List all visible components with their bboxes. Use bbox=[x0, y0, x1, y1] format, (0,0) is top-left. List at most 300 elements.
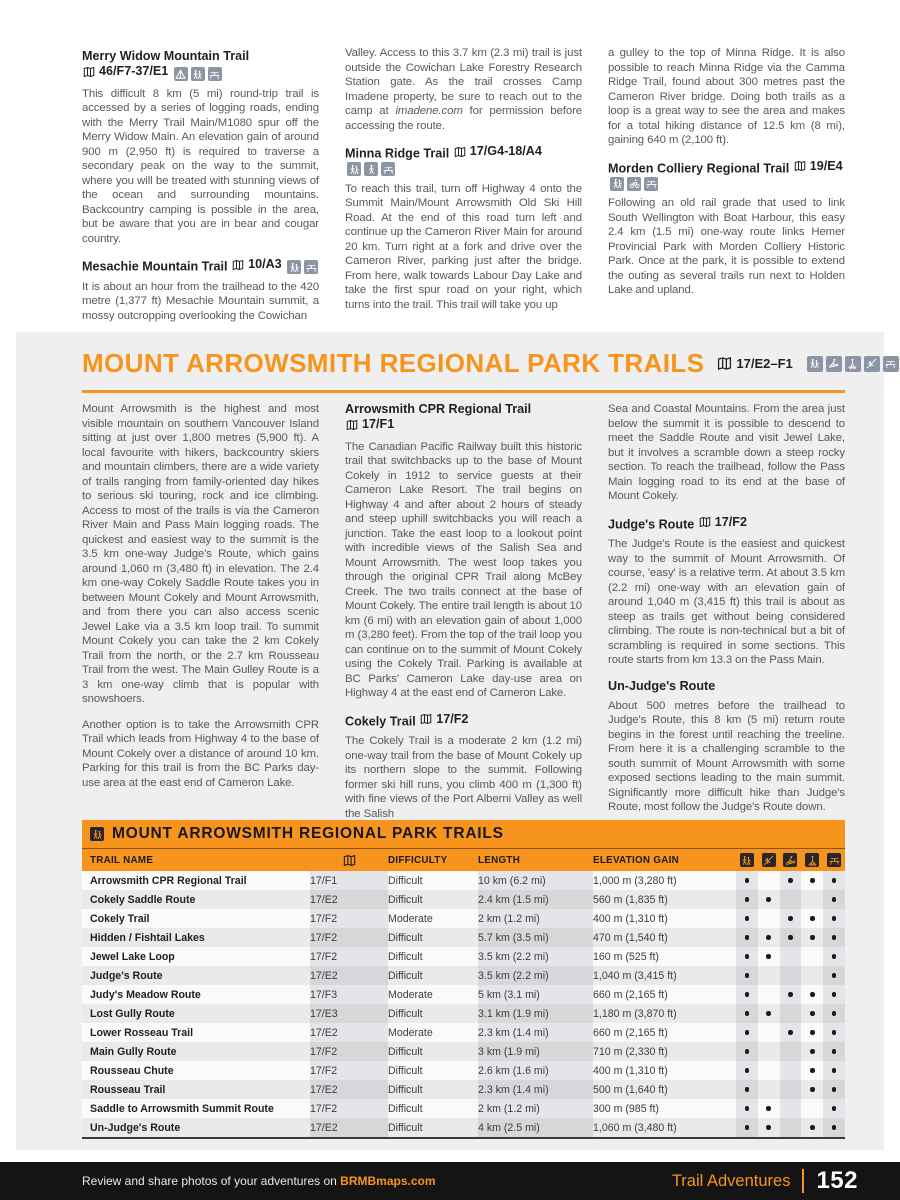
map-icon bbox=[345, 419, 359, 431]
facilities-activity-cell bbox=[823, 1004, 845, 1023]
snowshoeing-activity-cell bbox=[801, 1004, 823, 1023]
table-row bbox=[82, 928, 845, 947]
imadene-link[interactable]: imadene.com bbox=[395, 105, 463, 117]
table-row bbox=[82, 1061, 845, 1080]
map-page-cell: 17/F1 bbox=[310, 874, 338, 887]
map-ref-text: 19/E4 bbox=[809, 158, 843, 173]
length-cell: 5.7 km (3.5 mi) bbox=[478, 928, 593, 947]
paragraph-text: for permission before accessing the route. bbox=[345, 105, 582, 132]
facilities-activity-cell bbox=[823, 1061, 845, 1080]
top-articles bbox=[82, 46, 845, 334]
climbing-activity-cell bbox=[758, 985, 780, 1004]
map-page-cell: 17/F2 bbox=[310, 1042, 388, 1061]
activity-dot bbox=[810, 1125, 815, 1130]
activity-dot bbox=[832, 954, 837, 959]
facilities-activity-cell bbox=[823, 966, 845, 985]
cpr-paragraph: The Canadian Pacific Railway built this historic trail that switchbacks up to the base of Mount Cokely in 1912 to service guests at their Cameron Lake Resort. The trail begins on Highway 4 and after about 2 hours of steady and steep uphill switchbacks you will reach a junction. Take the east loop to a lookout point with incredible views of the Salish Sea and Mount Arrowsmith. The west loop takes you through the original CPR Trail along McBey Creek. The two trails connect at the base of Mount Cokely. The entire trail length is about 10 km (6 mi) with an elevation gain of about 1,000 m (3,280 feet). From the top of the trail loop you can continue on to the summit of Mount Cokely using the Cokely Trail. Parking is available at BC Parks' Cameron Lake day-use area on Highway 4 at the east end of Cameron Lake. bbox=[345, 440, 582, 699]
activity-dot bbox=[810, 878, 815, 883]
activity-dot bbox=[766, 1011, 771, 1016]
table-row bbox=[82, 947, 845, 966]
table-row bbox=[82, 909, 845, 928]
activity-dot bbox=[788, 1030, 793, 1035]
snowshoeing-activity-cell bbox=[801, 1080, 823, 1099]
elevation-gain-cell: 470 m (1,540 ft) bbox=[593, 928, 736, 947]
map-reference bbox=[698, 515, 747, 530]
map-reference bbox=[419, 712, 468, 727]
activity-dot bbox=[832, 1087, 837, 1092]
footer-message bbox=[82, 1174, 672, 1188]
trails-table bbox=[82, 820, 845, 1139]
section-column-3 bbox=[608, 402, 845, 826]
activity-dot bbox=[745, 954, 750, 959]
snowshoeing-activity-cell bbox=[801, 909, 823, 928]
page-number: 152 bbox=[816, 1167, 858, 1194]
map-icon bbox=[82, 66, 96, 78]
elevation-gain-cell: 300 m (985 ft) bbox=[593, 1102, 659, 1115]
un-judges-route-heading bbox=[608, 679, 845, 694]
activity-dot bbox=[745, 878, 750, 883]
map-icon bbox=[698, 516, 712, 528]
trail-title: Minna Ridge Trail bbox=[345, 146, 450, 161]
facilities-activity-cell bbox=[823, 928, 845, 947]
hiking-icon bbox=[347, 162, 361, 176]
hiking-activity-cell bbox=[736, 1118, 758, 1138]
trail-title: Cokely Trail bbox=[345, 714, 416, 728]
map-ref-text: 17/F2 bbox=[436, 711, 469, 726]
difficulty-cell: Difficult bbox=[388, 950, 423, 963]
section-intro-paragraph-1: Mount Arrowsmith is the highest and most visible mountain on southern Vancouver Island sitting at just over 1,800 metres (5,900 ft). A local favourite with hikers, backcountry skiers and mountain climbers, there are a wide variety of trails ranging from family-oriented day hikes to serious ski touring, rock and ice climbing. Access to most of the trails is via the Cameron River Main and Pass Main logging roads. The quickest and easiest way to the summit is the 3.5 km one-way Judge's Route, which gains around 1,060 m (3,480 ft) in elevation. The 2.4 km one-way Cokely Saddle Route takes you in between Mount Cokely and Mount Arrowsmith, and from there you can also access scenic Jewel Lake via a 3.5 km loop trail. To summit Mount Cokely you can take the 2 km Cokely Trail from the north, or the 2.7 km Rousseau Trail from the west. The Main Gulley Route is a 3 km one-way climb that is popular with snowshoers. bbox=[82, 403, 319, 705]
section-map-reference bbox=[716, 356, 792, 371]
activity-dot bbox=[832, 992, 837, 997]
difficulty-cell: Difficult bbox=[388, 1004, 478, 1023]
cokely-heading bbox=[345, 712, 582, 730]
elevation-gain-cell: 1,000 m (3,280 ft) bbox=[593, 874, 677, 887]
hiking-activity-cell bbox=[736, 1042, 758, 1061]
mesachie-paragraph: It is about an hour from the trailhead to the 420 metre (1,377 ft) Mesachie Mountain summit, a mossy outcropping overlooking the Cowichan bbox=[82, 280, 319, 322]
length-cell: 2 km (1.2 mi) bbox=[478, 912, 540, 925]
mesachie-heading bbox=[82, 257, 319, 275]
activity-dot bbox=[745, 1011, 750, 1016]
difficulty-cell: Difficult bbox=[388, 1080, 478, 1099]
minna-ridge-paragraph: To reach this trail, turn off Highway 4 onto the Summit Main/Mount Arrowsmith Old Ski Hill Road. At the end of this road turn left and continue up the Cameron River Main for around 20 km. Turn right at a fork and drive over the Cameron River, parking just after the bridge. From here, walk towards Labour Day Lake and take the first spur road on your right, which turns into the trail. This trail will take you up bbox=[345, 182, 582, 311]
trail-name-cell: Cokely Trail bbox=[90, 912, 150, 925]
difficulty-cell: Difficult bbox=[388, 890, 478, 909]
trail-name-cell: Jewel Lake Loop bbox=[90, 950, 175, 963]
activity-dot bbox=[810, 1068, 815, 1073]
difficulty-cell: Difficult bbox=[388, 1118, 478, 1138]
climbing-activity-cell bbox=[758, 928, 780, 947]
snowshoeing-activity-cell bbox=[801, 928, 823, 947]
facilities-icon bbox=[644, 177, 658, 191]
trail-title: Mesachie Mountain Trail bbox=[82, 259, 228, 274]
snowshoeing-activity-cell bbox=[801, 966, 823, 985]
snowshoeing-icon bbox=[805, 853, 819, 867]
facilities-icon bbox=[827, 853, 841, 867]
activity-dot bbox=[745, 1087, 750, 1092]
elevation-gain-cell: 1,060 m (3,480 ft) bbox=[593, 1118, 736, 1138]
hiking-activity-cell bbox=[736, 1080, 758, 1099]
walking-icon bbox=[364, 162, 378, 176]
length-cell: 3.5 km (2.2 mi) bbox=[478, 966, 593, 985]
facilities-icon bbox=[381, 162, 395, 176]
map-icon bbox=[453, 146, 467, 158]
difficulty-cell: Moderate bbox=[388, 988, 433, 1001]
section-articles bbox=[82, 402, 845, 832]
merry-widow-heading bbox=[82, 49, 319, 82]
paragraph-text: Valley. Access to this 3.7 km (2.3 mi) trail is just outside the Cowichan Lake Forestry Research Station gate. As the trail crosses Camp Imadene property, be sure to reach out to the camp at bbox=[345, 47, 582, 117]
map-ref-text: 17/G4-18/A4 bbox=[469, 144, 542, 158]
activity-dot bbox=[745, 992, 750, 997]
length-header: LENGTH bbox=[478, 849, 593, 871]
cokely-paragraph: The Cokely Trail is a moderate 2 km (1.2 mi) one-way trail from the base of Mount Cokely up its northern slope to the summit. Following former ski hill runs, you climb 400 m (1,300 ft) with fine views of the Port Alberni Valley as well the Salish bbox=[345, 735, 582, 820]
snowshoeing-activity-cell bbox=[801, 890, 823, 909]
trail-name-cell: Rousseau Trail bbox=[82, 1080, 310, 1099]
difficulty-cell: Moderate bbox=[388, 912, 433, 925]
trail-name-header: TRAIL NAME bbox=[82, 849, 310, 871]
facilities-activity-cell bbox=[823, 871, 845, 890]
section-title: MOUNT ARROWSMITH REGIONAL PARK TRAILS bbox=[82, 348, 705, 378]
activity-dot bbox=[832, 1011, 837, 1016]
skiing-activity-cell bbox=[780, 985, 802, 1004]
table-row bbox=[82, 1099, 845, 1118]
length-cell: 2.4 km (1.5 mi) bbox=[478, 890, 593, 909]
table-row bbox=[82, 1118, 845, 1138]
activity-dot bbox=[788, 916, 793, 921]
facilities-activity-cell bbox=[823, 985, 845, 1004]
activity-dot bbox=[745, 1125, 750, 1130]
hiking-column-header bbox=[736, 849, 758, 871]
minna-ridge-heading bbox=[345, 144, 582, 177]
hiking-activity-cell bbox=[736, 1004, 758, 1023]
activity-dot bbox=[832, 916, 837, 921]
activity-dot bbox=[788, 992, 793, 997]
activity-dot bbox=[766, 935, 771, 940]
snowshoeing-column-header bbox=[801, 849, 823, 871]
trail-title: Morden Colliery Regional Trail bbox=[608, 161, 790, 175]
map-page-cell: 17/F2 bbox=[310, 912, 338, 925]
activity-dot bbox=[745, 1068, 750, 1073]
map-reference bbox=[345, 417, 394, 432]
table-row bbox=[82, 985, 845, 1004]
length-cell: 5 km (3.1 mi) bbox=[478, 988, 540, 1001]
facilities-activity-cell bbox=[823, 1099, 845, 1118]
trail-name-cell: Lost Gully Route bbox=[82, 1004, 310, 1023]
activity-icons bbox=[287, 260, 318, 274]
skiing-activity-cell bbox=[780, 871, 802, 890]
activity-dot bbox=[788, 935, 793, 940]
skiing-activity-cell bbox=[780, 1118, 802, 1138]
hiking-icon bbox=[807, 356, 823, 372]
climbing-activity-cell bbox=[758, 1080, 780, 1099]
climbing-activity-cell bbox=[758, 871, 780, 890]
hiking-activity-cell bbox=[736, 928, 758, 947]
map-page-cell: 17/F3 bbox=[310, 988, 338, 1001]
camping-icon bbox=[174, 67, 188, 81]
climbing-activity-cell bbox=[758, 1004, 780, 1023]
morden-colliery-heading bbox=[608, 159, 845, 192]
hiking-activity-cell bbox=[736, 966, 758, 985]
snowshoeing-activity-cell bbox=[801, 1118, 823, 1138]
table-row bbox=[82, 1023, 845, 1042]
cycling-icon bbox=[627, 177, 641, 191]
footer-divider bbox=[802, 1169, 804, 1193]
skiing-activity-cell bbox=[780, 1023, 802, 1042]
activity-dot bbox=[745, 916, 750, 921]
facilities-icon bbox=[883, 356, 899, 372]
snowshoeing-activity-cell bbox=[801, 1061, 823, 1080]
activity-dot bbox=[766, 1125, 771, 1130]
table-row bbox=[82, 966, 845, 985]
skiing-activity-cell bbox=[780, 947, 802, 966]
cpr-heading bbox=[345, 402, 582, 435]
table-title: MOUNT ARROWSMITH REGIONAL PARK TRAILS bbox=[112, 825, 504, 842]
table-header-row bbox=[82, 849, 845, 871]
activity-dot bbox=[810, 1030, 815, 1035]
map-page-cell: 17/E3 bbox=[310, 1004, 388, 1023]
difficulty-cell: Difficult bbox=[388, 1042, 478, 1061]
activity-dot bbox=[745, 897, 750, 902]
activity-dot bbox=[745, 1030, 750, 1035]
snowshoeing-icon bbox=[845, 356, 861, 372]
activity-dot bbox=[832, 973, 837, 978]
map-reference bbox=[231, 257, 282, 272]
difficulty-cell: Difficult bbox=[388, 874, 423, 887]
elevation-gain-cell: 1,040 m (3,415 ft) bbox=[593, 966, 736, 985]
map-icon bbox=[231, 259, 245, 271]
climbing-activity-cell bbox=[758, 947, 780, 966]
section-column-2 bbox=[345, 402, 582, 832]
map-page-cell: 17/E2 bbox=[310, 1026, 338, 1039]
climbing-activity-cell bbox=[758, 1061, 780, 1080]
judges-route-heading bbox=[608, 515, 845, 533]
map-page-cell: 17/F2 bbox=[310, 1064, 338, 1077]
length-cell: 3.5 km (2.2 mi) bbox=[478, 950, 549, 963]
skiing-activity-cell bbox=[780, 928, 802, 947]
map-icon bbox=[342, 854, 357, 867]
skiing-icon bbox=[826, 356, 842, 372]
hiking-activity-cell bbox=[736, 1099, 758, 1118]
trail-title: Arrowsmith CPR Regional Trail bbox=[345, 402, 532, 416]
facilities-icon bbox=[208, 67, 222, 81]
skiing-activity-cell bbox=[780, 1080, 802, 1099]
activity-dot bbox=[810, 1049, 815, 1054]
skiing-activity-cell bbox=[780, 1061, 802, 1080]
snowshoeing-activity-cell bbox=[801, 985, 823, 1004]
skiing-column-header bbox=[780, 849, 802, 871]
hiking-icon bbox=[191, 67, 205, 81]
map-page-cell: 17/E2 bbox=[310, 1080, 388, 1099]
elevation-gain-cell: 660 m (2,165 ft) bbox=[593, 988, 668, 1001]
map-icon bbox=[793, 160, 807, 172]
elevation-gain-cell: 500 m (1,640 ft) bbox=[593, 1080, 736, 1099]
section-heading bbox=[82, 348, 845, 379]
snowshoeing-activity-cell bbox=[801, 947, 823, 966]
activity-dot bbox=[832, 897, 837, 902]
map-reference bbox=[453, 144, 542, 159]
trail-name-cell: Arrowsmith CPR Regional Trail bbox=[90, 874, 247, 887]
top-column-1 bbox=[82, 46, 319, 334]
footer-section-label: Trail Adventures bbox=[671, 1171, 791, 1190]
table-row bbox=[82, 1004, 845, 1023]
map-page-cell: 17/F2 bbox=[310, 928, 388, 947]
climbing-activity-cell bbox=[758, 1023, 780, 1042]
trail-title: Un-Judge's Route bbox=[608, 678, 716, 693]
climbing-activity-cell bbox=[758, 1118, 780, 1138]
minna-ridge-paragraph-continued: a gulley to the top of Minna Ridge. It is also possible to reach Minna Ridge via the Camma Ridge Trail, found about 300 metres past the Cameron River bridge. Doing both trails as a loop is a great way to see the area and makes for a total hiking distance of 12.5 km (8 mi), gaining 640 m (2,100 ft). bbox=[608, 47, 845, 146]
map-ref-text: 17/F1 bbox=[362, 417, 395, 431]
difficulty-cell: Difficult bbox=[388, 966, 478, 985]
length-cell: 10 km (6.2 mi) bbox=[478, 874, 546, 887]
activity-dot bbox=[810, 1087, 815, 1092]
brmbmaps-link[interactable]: BRMBmaps.com bbox=[340, 1174, 436, 1188]
facilities-activity-cell bbox=[823, 947, 845, 966]
top-column-3 bbox=[608, 46, 845, 309]
section-intro-paragraph-2: Another option is to take the Arrowsmith CPR Trail which leads from Highway 4 to the base of Mount Cokely over a distance of around 10 km. Parking for this trail is from the BC Parks day-use area at the east end of Cameron Lake. bbox=[82, 718, 319, 789]
activity-dot bbox=[788, 878, 793, 883]
hiking-activity-cell bbox=[736, 871, 758, 890]
judges-route-paragraph: The Judge's Route is the easiest and quickest way to the summit of Mount Arrowsmith. Of course, 'easy' is a relative term. At about 3.5 km (2.2 mi) one-way with an elevation gain of around 1,040 m (3,415 ft) this trail is about as steep as trails get without being considered climbing. The route is non-technical but a bit of scrambling is required in some sections. This route starts from km 13.3 on the Pass Main. bbox=[608, 538, 845, 666]
elevation-gain-cell: 710 m (2,330 ft) bbox=[593, 1042, 736, 1061]
skiing-icon bbox=[783, 853, 797, 867]
trail-name-cell: Cokely Saddle Route bbox=[82, 890, 310, 909]
activity-dot bbox=[745, 1049, 750, 1054]
activity-icons bbox=[347, 162, 395, 176]
elevation-gain-cell: 1,180 m (3,870 ft) bbox=[593, 1004, 736, 1023]
activity-dot bbox=[810, 935, 815, 940]
snowshoeing-activity-cell bbox=[801, 1099, 823, 1118]
length-cell: 2.3 km (1.4 mi) bbox=[478, 1026, 549, 1039]
skiing-activity-cell bbox=[780, 1099, 802, 1118]
skiing-activity-cell bbox=[780, 1042, 802, 1061]
skiing-activity-cell bbox=[780, 909, 802, 928]
hiking-activity-cell bbox=[736, 985, 758, 1004]
page-footer bbox=[0, 1162, 900, 1200]
trail-name-cell: Saddle to Arrowsmith Summit Route bbox=[90, 1102, 274, 1115]
activity-dot bbox=[766, 1106, 771, 1111]
hiking-icon bbox=[610, 177, 624, 191]
activity-dot bbox=[810, 1011, 815, 1016]
length-cell: 3 km (1.9 mi) bbox=[478, 1042, 593, 1061]
map-icon bbox=[419, 713, 433, 725]
difficulty-cell: Difficult bbox=[388, 1064, 423, 1077]
climbing-icon bbox=[762, 853, 776, 867]
activity-dot bbox=[832, 935, 837, 940]
section-activity-icons bbox=[807, 356, 899, 372]
activity-dot bbox=[832, 1030, 837, 1035]
map-page-cell: 17/F2 bbox=[310, 950, 338, 963]
table-title-bar bbox=[82, 820, 845, 849]
map-ref-text: 17/E2–F1 bbox=[736, 356, 793, 371]
activity-dot bbox=[745, 1106, 750, 1111]
hiking-activity-cell bbox=[736, 909, 758, 928]
climbing-activity-cell bbox=[758, 1099, 780, 1118]
trail-name-cell: Hidden / Fishtail Lakes bbox=[82, 928, 310, 947]
climbing-column-header bbox=[758, 849, 780, 871]
climbing-activity-cell bbox=[758, 909, 780, 928]
elevation-gain-cell: 660 m (2,165 ft) bbox=[593, 1026, 668, 1039]
cokely-paragraph-continued: Sea and Coastal Mountains. From the area just below the summit it is possible to descend to meet the Saddle Route and visit Jewel Lake, but it involves a scramble down a steep rocky section. To reach the trailhead, follow the Pass Main logging road to its end at the base of Mount Cokely. bbox=[608, 403, 845, 502]
climbing-activity-cell bbox=[758, 1042, 780, 1061]
climbing-activity-cell bbox=[758, 890, 780, 909]
trail-name-cell: Rousseau Chute bbox=[90, 1064, 174, 1077]
activity-icons bbox=[174, 67, 222, 81]
elevation-gain-cell: 400 m (1,310 ft) bbox=[593, 912, 668, 925]
map-icon bbox=[716, 356, 733, 371]
difficulty-cell: Difficult bbox=[388, 928, 478, 947]
snowshoeing-activity-cell bbox=[801, 1023, 823, 1042]
footer-text: Review and share photos of your adventures on bbox=[82, 1174, 341, 1188]
skiing-activity-cell bbox=[780, 890, 802, 909]
activity-dot bbox=[832, 1125, 837, 1130]
activity-icons bbox=[610, 177, 658, 191]
hiking-activity-cell bbox=[736, 947, 758, 966]
trail-name-cell: Main Gully Route bbox=[82, 1042, 310, 1061]
mesachie-paragraph-continued bbox=[345, 46, 582, 133]
activity-dot bbox=[832, 1049, 837, 1054]
map-page-cell: 17/E2 bbox=[310, 966, 388, 985]
facilities-activity-cell bbox=[823, 1118, 845, 1138]
facilities-icon bbox=[304, 260, 318, 274]
hiking-icon bbox=[90, 827, 104, 841]
map-ref-text: 17/F2 bbox=[714, 514, 747, 529]
trail-name-cell: Judy's Meadow Route bbox=[90, 988, 201, 1001]
facilities-activity-cell bbox=[823, 1023, 845, 1042]
activity-dot bbox=[832, 1106, 837, 1111]
length-cell: 3.1 km (1.9 mi) bbox=[478, 1004, 593, 1023]
snowshoeing-activity-cell bbox=[801, 1042, 823, 1061]
map-page-cell: 17/E2 bbox=[310, 1118, 388, 1138]
map-reference bbox=[82, 64, 168, 79]
trail-name-cell: Un-Judge's Route bbox=[82, 1118, 310, 1138]
activity-dot bbox=[832, 1068, 837, 1073]
hiking-icon bbox=[740, 853, 754, 867]
length-cell: 2.3 km (1.4 mi) bbox=[478, 1080, 593, 1099]
merry-widow-paragraph: This difficult 8 km (5 mi) round-trip trail is accessed by a series of logging roads, ending with the Merry Trail Main/M1080 spur off the Merry Widow Main. An elevation gain of around 900 m (2,950 ft) is required to traverse a secondary peak on the way to the summit, where you will be treated with stunning views of the ocean and surrounding mountains. Backcountry camping is possible in the area, but be aware that you are in bear and cougar country. bbox=[82, 87, 319, 245]
activity-dot bbox=[810, 992, 815, 997]
hiking-activity-cell bbox=[736, 1061, 758, 1080]
facilities-activity-cell bbox=[823, 890, 845, 909]
morden-colliery-paragraph: Following an old rail grade that used to link South Wellington with Boat Harbour, this easy 2.4 km (1.5 mi) one-way route links Hemer Provincial Park with Morden Colliery Historic Park. Once at the park, it is possible to extend the outing as several trails run next to Holden Lake and upland. bbox=[608, 197, 845, 296]
map-ref-text: 10/A3 bbox=[248, 257, 282, 271]
elevation-gain-cell: 400 m (1,310 ft) bbox=[593, 1064, 668, 1077]
trail-title: Judge's Route bbox=[608, 517, 695, 531]
hiking-icon bbox=[287, 260, 301, 274]
climbing-activity-cell bbox=[758, 966, 780, 985]
facilities-activity-cell bbox=[823, 909, 845, 928]
un-judges-route-paragraph: About 500 metres before the trailhead to Judge's Route, this 8 km (5 mi) return route begins in the forest until reaching the treeline. From here it is a challenging scramble to the south summit of Mount Arrowsmith with some exposed sections leading to the main summit. Significantly more difficult hike than Judge's Route, most follow the Judge's Route down. bbox=[608, 699, 845, 813]
difficulty-header: DIFFICULTY bbox=[388, 849, 478, 871]
facilities-activity-cell bbox=[823, 1042, 845, 1061]
elevation-gain-cell: 560 m (1,835 ft) bbox=[593, 890, 736, 909]
trail-name-cell: Lower Rosseau Trail bbox=[90, 1026, 194, 1039]
map-ref-text: 46/F7-37/E1 bbox=[99, 64, 169, 78]
table-row bbox=[82, 1080, 845, 1099]
activity-dot bbox=[745, 935, 750, 940]
table-row bbox=[82, 1042, 845, 1061]
hiking-activity-cell bbox=[736, 1023, 758, 1042]
facilities-activity-cell bbox=[823, 1080, 845, 1099]
map-column-header bbox=[310, 849, 388, 871]
activity-dot bbox=[832, 878, 837, 883]
hiking-activity-cell bbox=[736, 890, 758, 909]
section-rule bbox=[82, 390, 845, 393]
table-row bbox=[82, 871, 845, 890]
difficulty-cell: Difficult bbox=[388, 1102, 423, 1115]
length-cell: 2.6 km (1.6 mi) bbox=[478, 1064, 549, 1077]
elevation-gain-cell: 160 m (525 ft) bbox=[593, 950, 659, 963]
trail-title: Merry Widow Mountain Trail bbox=[82, 49, 250, 63]
length-cell: 4 km (2.5 mi) bbox=[478, 1118, 593, 1138]
